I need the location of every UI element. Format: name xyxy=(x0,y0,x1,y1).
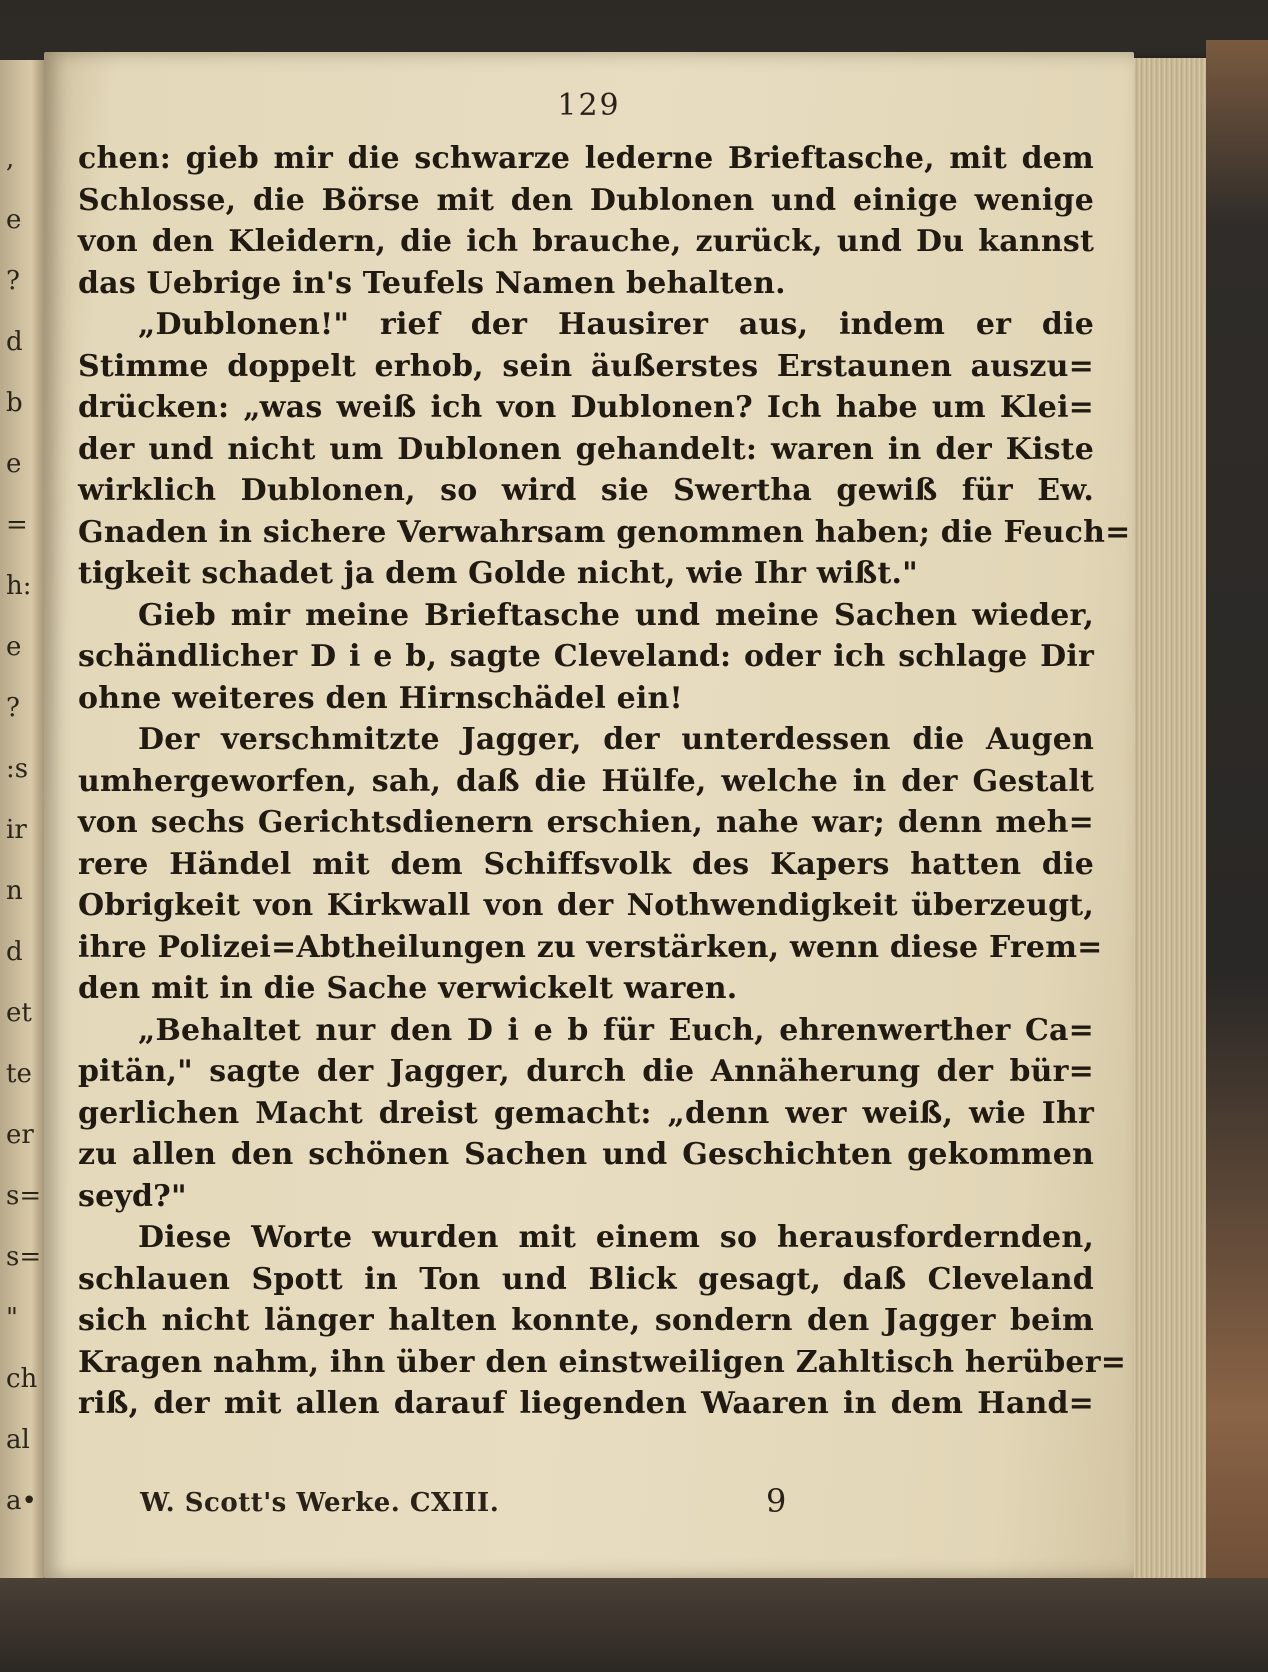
left-page-fragment: er xyxy=(6,1120,34,1150)
left-page-fragment: b xyxy=(6,388,23,418)
text-line: ihre Polizei=Abtheilungen zu verstärken, wenn diese Frem= xyxy=(78,929,1103,965)
text-line: riß, der mit allen darauf liegenden Waaren in dem Hand= xyxy=(78,1386,1094,1421)
text-line: ohne weiteres den Hirnschädel ein! xyxy=(78,680,683,716)
left-page-fragment: = xyxy=(6,510,28,540)
text-line: von den Kleidern, die ich brauche, zurück, und Du kannst xyxy=(78,224,1094,259)
text-line: von sechs Gerichtsdienern erschien, nahe war; denn meh= xyxy=(78,805,1094,840)
body-text xyxy=(78,138,1131,1425)
background-bottom xyxy=(0,1578,1268,1672)
left-page-fragment: d xyxy=(6,937,23,967)
text-line: umhergeworfen, sah, daß die Hülfe, welche in der Gestalt xyxy=(78,763,1094,799)
left-page-fragment: al xyxy=(6,1425,30,1455)
page-footer xyxy=(44,1482,1134,1528)
left-page-fragment: :s xyxy=(6,754,29,784)
text-line: rere Händel mit dem Schiffsvolk des Kapers hatten die xyxy=(78,846,1094,882)
left-page-fragment: e xyxy=(6,632,22,662)
text-line: gerlichen Macht dreist gemacht: „denn wer weiß, wie Ihr xyxy=(78,1095,1094,1131)
text-line: schändlicher D i e b, sagte Cleveland: oder ich schlage Dir xyxy=(78,639,1094,674)
text-line: Der verschmitzte Jagger, der unterdessen die Augen xyxy=(138,722,1094,757)
left-page-fragment: ir xyxy=(6,815,27,845)
left-page-fragment: te xyxy=(6,1059,32,1089)
text-line: tigkeit schadet ja dem Golde nicht, wie Ihr wißt." xyxy=(78,556,918,591)
text-line: Obrigkeit von Kirkwall von der Nothwendigkeit überzeugt, xyxy=(78,888,1094,923)
footer-sheet-number: 9 xyxy=(766,1482,787,1520)
book-page xyxy=(44,52,1134,1578)
book-cover xyxy=(1206,40,1268,1600)
text-line: Kragen nahm, ihn über den einstweiligen Zahltisch herüber= xyxy=(78,1344,1127,1380)
left-page-fragment: a• xyxy=(6,1486,37,1516)
text-line: pitän," sagte der Jagger, durch die Annäherung der bür= xyxy=(78,1054,1094,1089)
text-line: den mit in die Sache verwickelt waren. xyxy=(78,971,738,1006)
page-number: 129 xyxy=(557,88,621,123)
text-line: Gieb mir meine Brieftasche und meine Sachen wieder, xyxy=(138,597,1094,633)
text-line: seyd?" xyxy=(78,1178,187,1214)
left-facing-page xyxy=(0,60,46,1580)
left-page-fragment: , xyxy=(6,144,15,174)
left-page-fragment: et xyxy=(6,998,32,1028)
left-page-fragment: " xyxy=(6,1303,18,1333)
left-page-fragment: ch xyxy=(6,1364,38,1394)
left-page-fragment: ? xyxy=(6,693,20,723)
text-line: der und nicht um Dublonen gehandelt: waren in der Kiste xyxy=(78,431,1094,467)
text-line: zu allen den schönen Sachen und Geschichten gekommen xyxy=(78,1137,1094,1172)
text-line: „Behaltet nur den D i e b für Euch, ehrenwerther Ca= xyxy=(138,1012,1094,1048)
text-line: das Uebrige in's Teufels Namen behalten. xyxy=(78,265,786,301)
text-line: chen: gieb mir die schwarze lederne Brieftasche, mit dem xyxy=(78,141,1094,176)
left-page-fragment: s= xyxy=(6,1242,42,1272)
left-page-fragment: n xyxy=(6,876,23,906)
left-page-fragment: d xyxy=(6,327,23,357)
left-page-fragment: ? xyxy=(6,266,20,296)
text-line: Diese Worte wurden mit einem so herausfordernden, xyxy=(138,1220,1094,1255)
text-line: Schlosse, die Börse mit den Dublonen und einige wenige xyxy=(78,182,1094,218)
text-line: „Dublonen!" rief der Hausirer aus, indem er die xyxy=(138,307,1094,342)
left-page-fragment: h: xyxy=(6,571,32,601)
text-line: sich nicht länger halten konnte, sondern den Jagger beim xyxy=(78,1303,1094,1338)
footer-signature: W. Scott's Werke. CXIII. xyxy=(140,1488,500,1518)
left-page-fragment: e xyxy=(6,205,22,235)
text-line: schlauen Spott in Ton und Blick gesagt, daß Cleveland xyxy=(78,1261,1094,1297)
left-page-fragment: e xyxy=(6,449,22,479)
text-line: Gnaden in sichere Verwahrsam genommen haben; die Feuch= xyxy=(78,514,1131,550)
text-line: wirklich Dublonen, so wird sie Swertha gewiß für Ew. xyxy=(78,473,1094,508)
text-line: Stimme doppelt erhob, sein äußerstes Erstaunen auszu= xyxy=(78,348,1094,384)
page-edges xyxy=(1128,58,1214,1578)
left-page-fragment: s= xyxy=(6,1181,42,1211)
text-line: drücken: „was weiß ich von Dublonen? Ich habe um Klei= xyxy=(78,390,1094,425)
